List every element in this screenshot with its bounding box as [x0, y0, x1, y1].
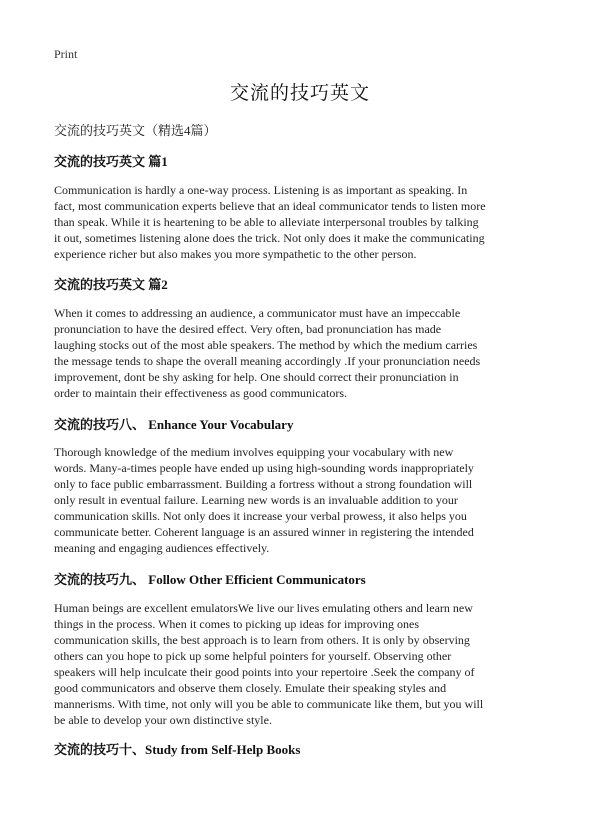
- text-line: Communication is hardly a one-way process. Listening is as important as speaking. In: [54, 183, 468, 197]
- text-line: it out, sometimes listening alone does the trick. Not only does it make the communicating: [54, 231, 485, 245]
- text-line: be able to develop your own distinctive style.: [54, 713, 272, 727]
- text-line: Thorough knowledge of the medium involves equipping your vocabulary with new: [54, 445, 454, 459]
- text-line: only result in eventual failure. Learning new words is an invaluable addition to your: [54, 493, 458, 507]
- text-line: communication skills, the best approach is to learn from others. It is only by observing: [54, 633, 470, 647]
- document-title: 交流的技巧英文: [229, 83, 370, 104]
- section-body-2: [54, 305, 546, 401]
- text-line: meaning and engaging audiences effectively.: [54, 541, 270, 555]
- section-heading-2: 交流的技巧英文 篇2: [54, 277, 168, 292]
- text-line: When it comes to addressing an audience, a communicator must have an impeccable: [54, 306, 461, 320]
- text-line: others can you hope to pick up some helpful pointers for yourself. Observing other: [54, 649, 452, 663]
- text-line: Human beings are excellent emulatorsWe live our lives emulating others and learn new: [54, 601, 473, 615]
- text-line: than speak. While it is heartening to be able to alleviate interpersonal troubles by talking: [54, 215, 479, 229]
- text-line: fact, most communication experts believe that an ideal communicator tends to listen more: [54, 199, 486, 213]
- text-line: communicate better. Coherent language is an assured winner in registering the intended: [54, 525, 474, 539]
- section-heading-3: 交流的技巧八、 Enhance Your Vocabulary: [54, 417, 294, 432]
- text-line: communication skills. Not only does it increase your verbal prowess, it also helps you: [54, 509, 467, 523]
- text-line: words. Many-a-times people have ended up using high-sounding words inappropriately: [54, 461, 474, 475]
- text-line: improvement, dont be shy asking for help. One should correct their pronunciation in: [54, 370, 459, 384]
- section-body-4: [54, 600, 546, 728]
- section-heading-1: 交流的技巧英文 篇1: [54, 154, 168, 169]
- section-heading-5: 交流的技巧十、Study from Self-Help Books: [54, 742, 301, 757]
- text-line: things in the process. When it comes to picking up ideas for improving ones: [54, 617, 420, 631]
- section-body-1: [54, 182, 546, 262]
- document-subtitle: 交流的技巧英文（精选4篇）: [54, 123, 217, 138]
- text-line: the message tends to shape the overall meaning accordingly .If your pronunciation needs: [54, 354, 481, 368]
- text-line: order to maintain their effectiveness as good communicators.: [54, 386, 348, 400]
- text-line: experience richer but also makes you more sympathetic to the other person.: [54, 247, 417, 261]
- text-line: good communicators and observe them closely. Emulate their speaking styles and: [54, 681, 447, 695]
- text-line: pronunciation to have the desired effect. Very often, bad pronunciation has made: [54, 322, 442, 336]
- text-line: laughing stocks out of the most able speakers. The method by which the medium carries: [54, 338, 478, 352]
- section-body-3: [54, 444, 546, 556]
- section-heading-4: 交流的技巧九、 Follow Other Efficient Communicators: [54, 572, 366, 587]
- text-line: speakers will help inculcate their good points into your repertoire .Seek the company of: [54, 665, 475, 679]
- print-link[interactable]: Print: [54, 47, 78, 61]
- text-line: mannerisms. With time, not only will you be able to communicate like them, but you will: [54, 697, 484, 711]
- text-line: only to face public embarrassment. Building a fortress without a strong foundation will: [54, 477, 473, 491]
